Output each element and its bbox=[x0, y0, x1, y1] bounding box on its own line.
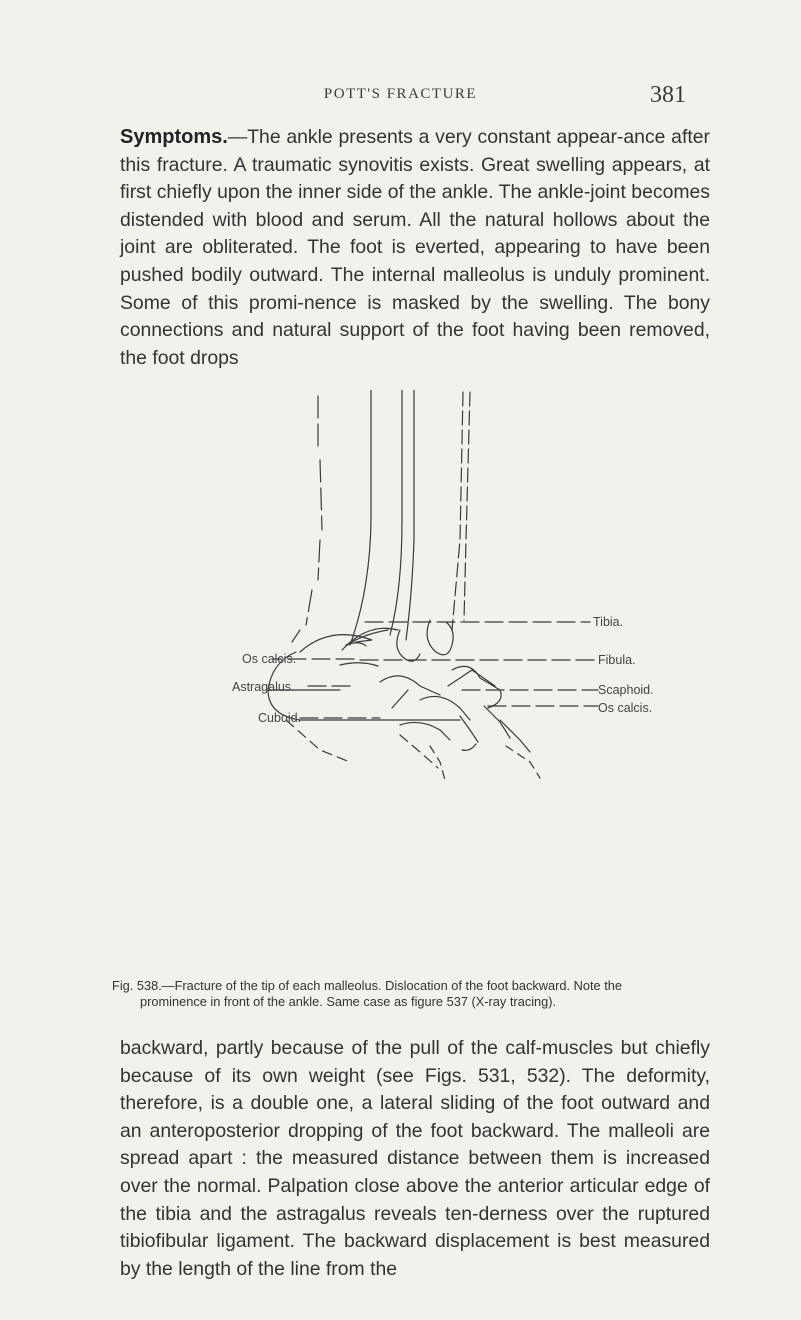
page-header bbox=[0, 82, 801, 116]
figure-caption bbox=[112, 978, 712, 1010]
label-tibia: Tibia. bbox=[593, 615, 624, 629]
xray-tracing-diagram bbox=[0, 390, 801, 790]
label-os-calcis-right: Os calcis. bbox=[598, 701, 653, 715]
caption-line-1: Fig. 538.—Fracture of the tip of each malleolus. Dislocation of the foot backward. Note the bbox=[112, 978, 623, 993]
figure-538 bbox=[0, 390, 801, 790]
label-cuboid: Cuboid. bbox=[258, 711, 302, 725]
paragraph-1-text: —The ankle presents a very constant appear-ance after this fracture. A traumatic synovitis exists. Great swelling appears, at first chiefly upon the inner side of the ankle. The ankle-joint becomes distended with blood and serum. All the natural hollows about the joint are obliterated. The foot is everted, appearing to have been pushed bodily outward. The internal malleolus is unduly prominent. Some of this promi-nence is masked by the swelling. The bony connections and natural support of the foot having been removed, the foot drops bbox=[120, 126, 710, 369]
caption-line-2: prominence in front of the ankle. Same case as figure 537 (X-ray tracing). bbox=[140, 994, 557, 1009]
page-number: 381 bbox=[650, 82, 686, 108]
label-scaphoid: Scaphoid. bbox=[598, 683, 654, 697]
label-os-calcis-left: Os calcis. bbox=[242, 652, 297, 666]
label-astragalus: Astragalus. bbox=[232, 680, 295, 694]
label-fibula: Fibula. bbox=[598, 653, 636, 667]
running-title: POTT'S FRACTURE bbox=[323, 86, 478, 102]
paragraph-symptoms bbox=[120, 124, 710, 372]
section-heading: Symptoms. bbox=[120, 126, 228, 148]
paragraph-continued: backward, partly because of the pull of the calf-muscles but chiefly because of its own weight (see Figs. 531, 532). The deformity, therefore, is a double one, a lateral sliding of the foot outward and an anteroposterior dropping of the foot backward. The malleoli are spread apart : the measured distance between them is increased over the normal. Palpation close above the anterior articular edge of the tibia and the astragalus reveals ten-derness over the ruptured tibiofibular ligament. The backward displacement is best measured by the length of the line from the bbox=[120, 1037, 710, 1280]
